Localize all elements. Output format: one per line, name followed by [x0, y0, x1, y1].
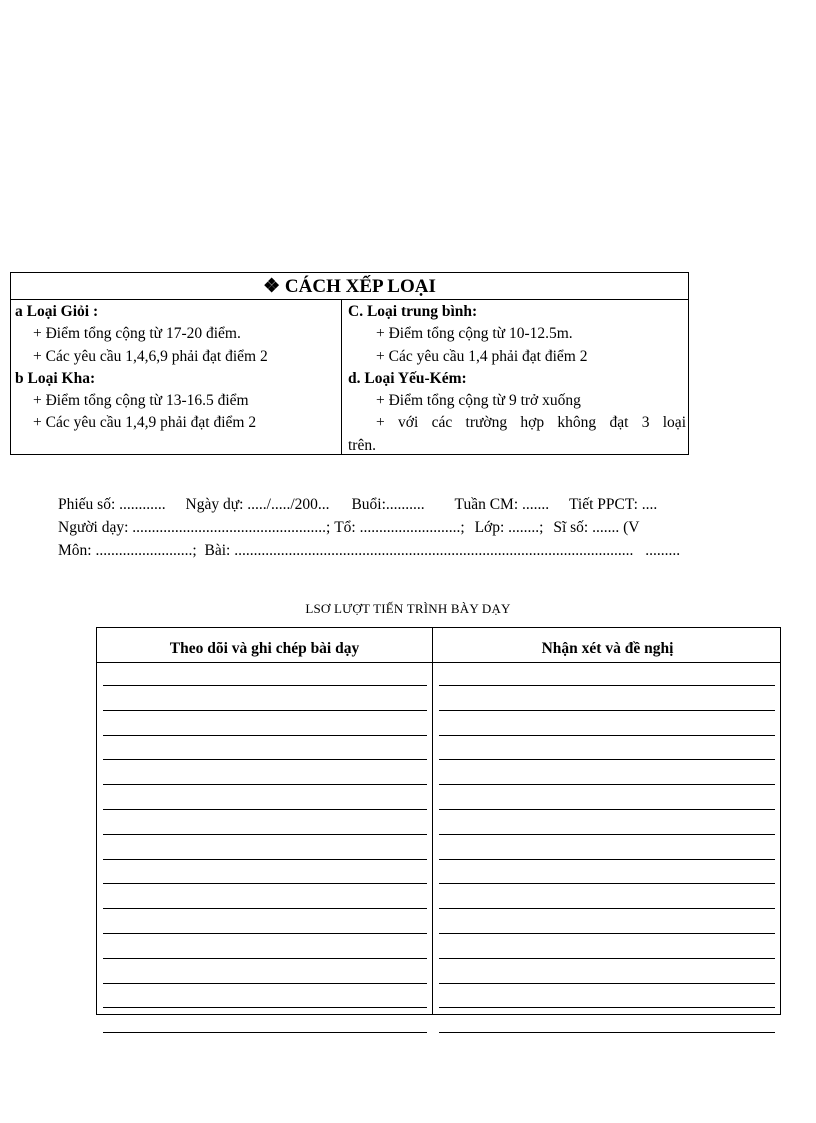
yeu-line-3: trên. [348, 436, 376, 454]
kha-line-1: + Điểm tổng cộng từ 13-16.5 điểm [33, 392, 249, 410]
right-ruled-line [439, 710, 775, 711]
left-ruled-line [103, 883, 427, 884]
right-ruled-line [439, 883, 775, 884]
right-ruled-line [439, 1032, 775, 1033]
nguoi-day[interactable]: Người dạy: ..................................................; [58, 519, 331, 536]
yeu-line-1: + Điểm tổng cộng từ 9 trở xuống [376, 392, 581, 410]
right-ruled-line [439, 735, 775, 736]
right-ruled-line [439, 908, 775, 909]
tiet-ppct[interactable]: Tiết PPCT: .... [569, 496, 658, 513]
left-ruled-line [103, 983, 427, 984]
gioi-label: a Loại Giỏi : [15, 303, 99, 320]
mon[interactable]: Môn: .........................; [58, 542, 197, 559]
to[interactable]: Tổ: ..........................; [334, 519, 465, 536]
left-ruled-line [103, 1032, 427, 1033]
buoi[interactable]: Buổi:.......... [351, 496, 425, 513]
right-ruled-line [439, 958, 775, 959]
tb-label: C. Loại trung bình: [348, 303, 478, 320]
tuan-cm[interactable]: Tuần CM: ....... [454, 496, 550, 513]
right-ruled-line [439, 809, 775, 810]
right-ruled-line [439, 859, 775, 860]
si-so[interactable]: Sĩ số: ....... (V [553, 519, 640, 536]
right-ruled-line [439, 1007, 775, 1008]
kha-label: b Loại Kha: [15, 369, 96, 387]
right-ruled-line [439, 983, 775, 984]
yeu-line-2: + với các trường hợp không đạt 3 loại [376, 414, 686, 432]
lesson-observation-table [96, 627, 781, 1015]
right-ruled-line [439, 933, 775, 934]
right-ruled-line [439, 784, 775, 785]
left-ruled-line [103, 834, 427, 835]
bai[interactable]: Bài: ....................................................................................................... [204, 542, 634, 559]
left-ruled-line [103, 958, 427, 959]
right-ruled-line [439, 834, 775, 835]
header-left: Theo dõi và ghi chép bài dạy [169, 640, 360, 657]
column-divider [432, 628, 433, 1014]
left-ruled-line [103, 784, 427, 785]
left-ruled-line [103, 809, 427, 810]
info-line-3 [58, 542, 748, 560]
yeu-label: d. Loại Yếu-Kém: [348, 369, 467, 387]
header-divider [97, 662, 780, 663]
left-ruled-line [103, 759, 427, 760]
tb-line-2: + Các yêu cầu 1,4 phải đạt điểm 2 [376, 347, 588, 365]
header-right: Nhận xét và đề nghị [541, 640, 674, 657]
classification-right-column [342, 300, 688, 454]
phieu-so[interactable]: Phiếu số: ............ [58, 496, 166, 513]
left-ruled-line [103, 710, 427, 711]
ngay-du[interactable]: Ngày dự: ...../...../200... [185, 496, 330, 513]
classification-columns [11, 300, 688, 454]
gioi-line-1: + Điểm tổng cộng từ 17-20 điểm. [33, 325, 241, 343]
lop[interactable]: Lớp: ........; [474, 519, 544, 536]
left-ruled-line [103, 735, 427, 736]
classification-title: ❖ CÁCH XẾP LOẠI [11, 273, 688, 300]
kha-line-2: + Các yêu cầu 1,4,9 phải đạt điểm 2 [33, 414, 257, 432]
classification-left-column [11, 300, 342, 454]
classification-box [10, 272, 689, 455]
table-title: LSƠ LƯỢT TIẾN TRÌNH BÀY DẠY [305, 601, 511, 616]
gioi-line-2: + Các yêu cầu 1,4,6,9 phải đạt điểm 2 [33, 347, 268, 365]
left-ruled-line [103, 933, 427, 934]
info-line-1 [58, 496, 748, 514]
left-ruled-line [103, 685, 427, 686]
right-ruled-line [439, 759, 775, 760]
right-ruled-line [439, 685, 775, 686]
tb-line-1: + Điểm tổng cộng từ 10-12.5m. [376, 325, 573, 343]
bai-tail: ......... [645, 542, 681, 559]
info-line-2 [58, 519, 748, 537]
left-ruled-line [103, 1007, 427, 1008]
left-ruled-line [103, 859, 427, 860]
left-ruled-line [103, 908, 427, 909]
